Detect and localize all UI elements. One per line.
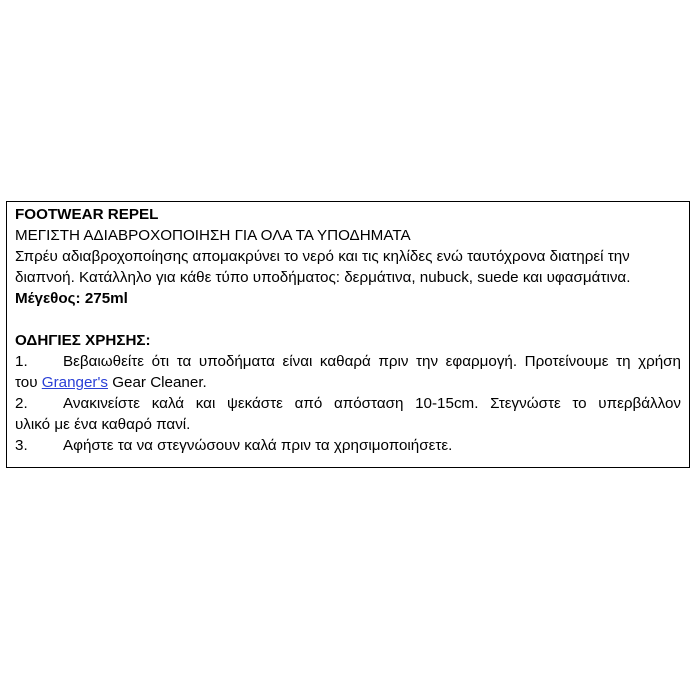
instructions-heading: ΟΔΗΓΙΕΣ ΧΡΗΣΗΣ: [15,332,151,349]
step-continuation: υλικό με ένα καθαρό πανί. [15,416,191,433]
list-item [15,351,681,372]
product-size: Μέγεθος: 275ml [15,290,128,307]
step-text: Ανακινείστε καλά και ψεκάστε από απόσταση 10-15cm. Στεγνώστε το υπερβάλλον [63,395,681,412]
product-info-box [6,201,690,468]
step-text-prefix: του [15,374,42,391]
spacer [15,309,681,330]
product-name: FOOTWEAR REPEL [15,206,159,223]
step-number: 3. [15,437,28,454]
description-line-2: διαπνοή. Κατάλληλο για κάθε τύπο υποδήματος: δερμάτινα, nubuck, suede και υφασμάτινα. [15,269,631,286]
step-text-suffix: Gear Cleaner. [107,374,207,391]
step-number: 1. [15,353,28,370]
grangers-link[interactable]: Granger's [41,374,108,391]
step-number: 2. [15,395,28,412]
list-item [15,393,681,414]
step-text: Βεβαιωθείτε ότι τα υποδήματα είναι καθαρά πριν την εφαρμογή. Προτείνουμε τη χρήση [63,353,681,370]
description-line-1: Σπρέυ αδιαβροχοποίησης απομακρύνει το νερό και τις κηλίδες ενώ ταυτόχρονα διατηρεί την [15,248,630,265]
step-text: Αφήστε τα να στεγνώσουν καλά πριν τα χρησιμοποιήσετε. [63,437,453,454]
product-subtitle: ΜΕΓΙΣΤΗ ΑΔΙΑΒΡΟΧΟΠΟΙΗΣΗ ΓΙΑ ΟΛΑ ΤΑ ΥΠΟΔΗΜΑΤΑ [15,227,411,244]
step-continuation [15,372,681,393]
list-item [15,435,681,456]
